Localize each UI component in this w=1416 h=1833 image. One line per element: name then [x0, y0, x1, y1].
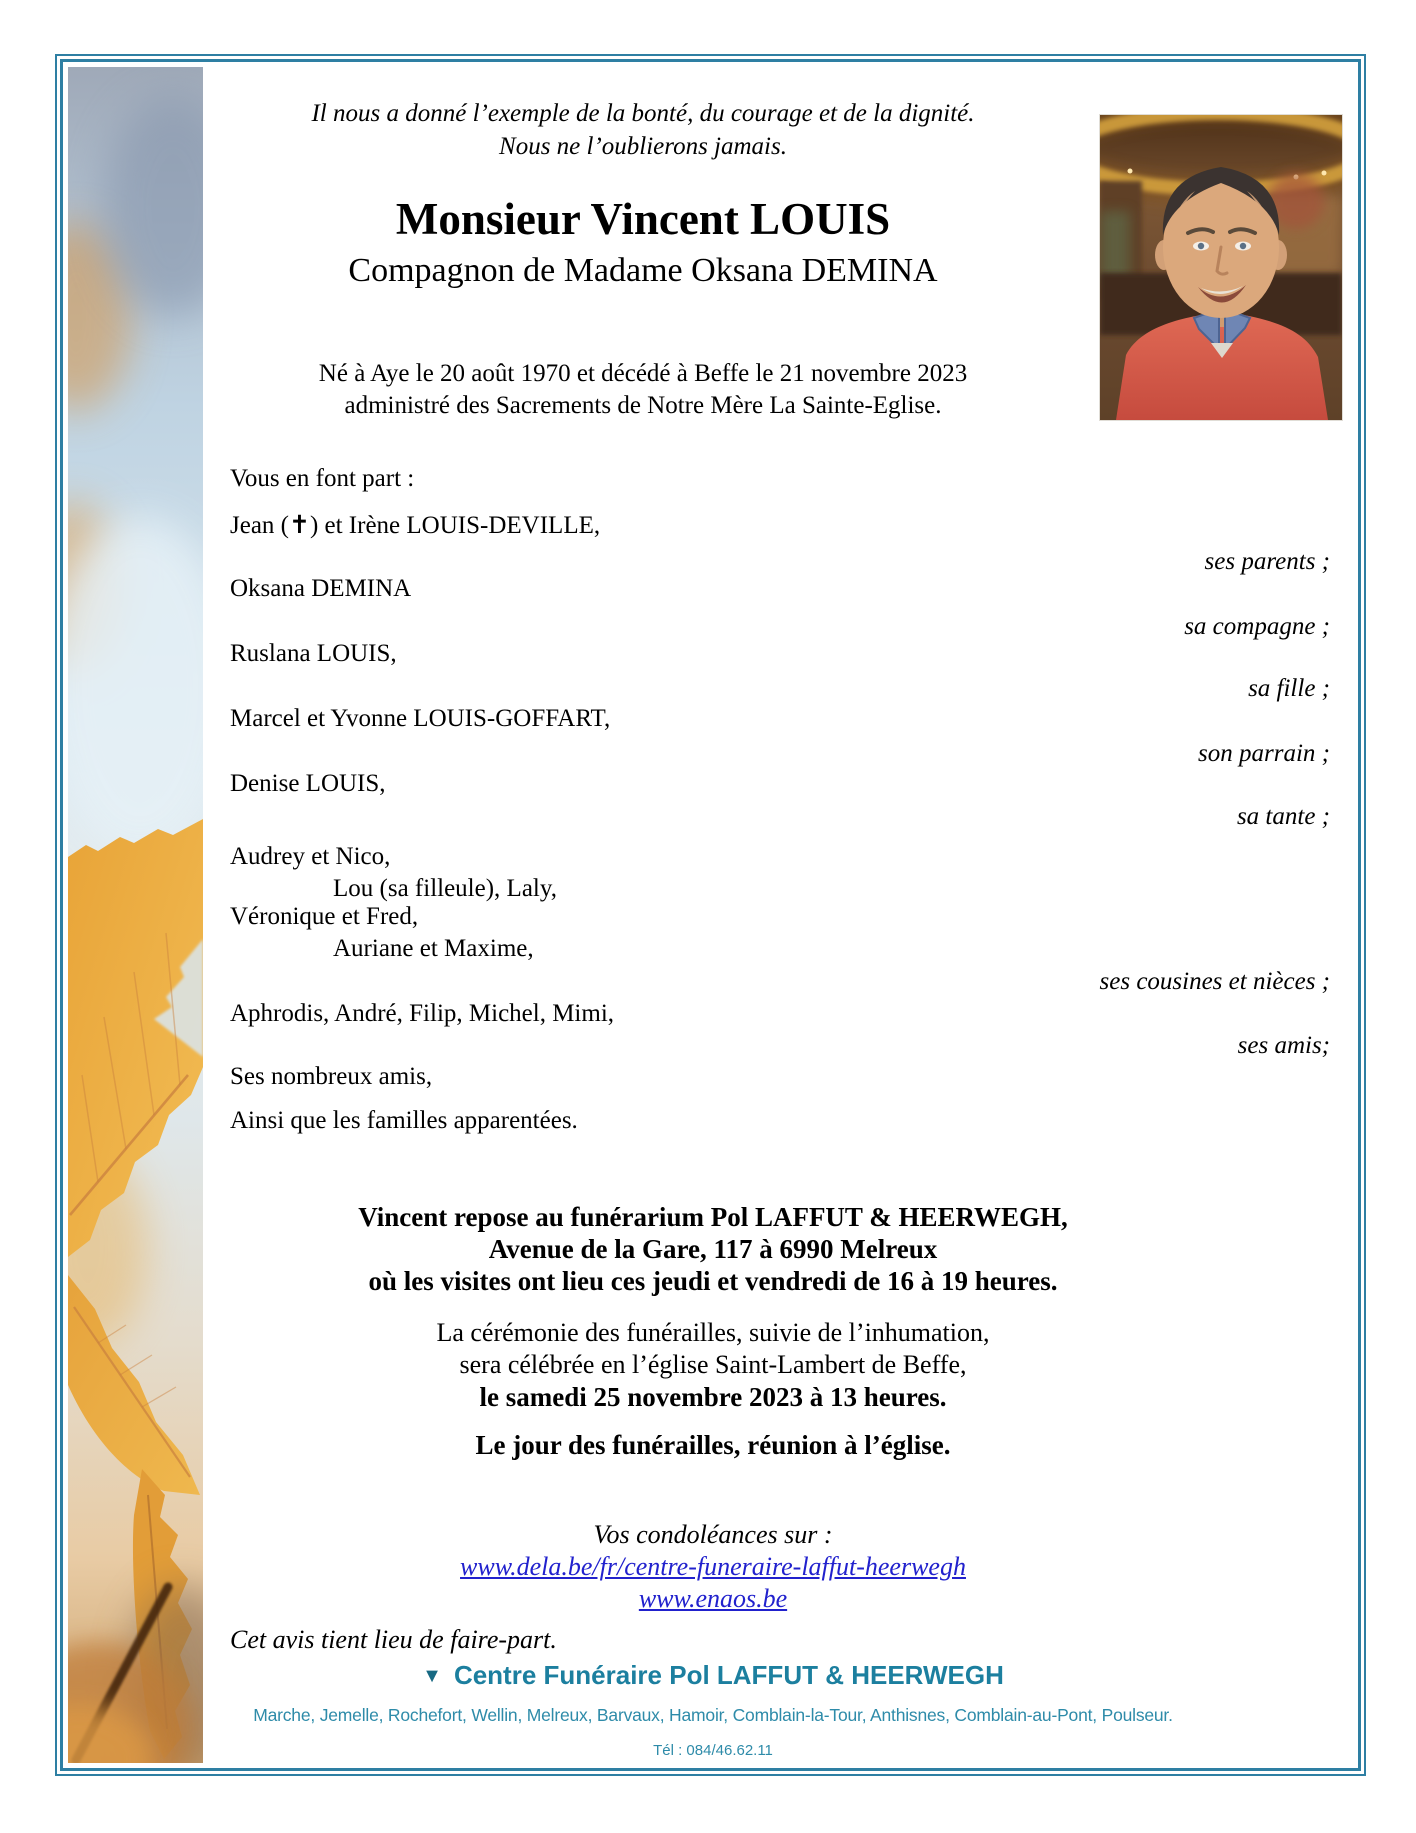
family-name-parrain: Marcel et Yvonne LOUIS-GOFFART, [230, 705, 611, 732]
condolences-label: Vos condoléances sur : [593, 1520, 833, 1549]
family-name-amis: Aphrodis, André, Filip, Michel, Mimi, [230, 1000, 615, 1027]
family-name-cousins-3: Véronique et Fred, [230, 903, 419, 930]
ceremony-line-2: sera célébrée en l’église Saint-Lambert de Beffe, [459, 1350, 967, 1379]
ceremony-date-line: le samedi 25 novembre 2023 à 13 heures. [479, 1382, 947, 1412]
family-name-tante: Denise LOUIS, [230, 770, 386, 797]
family-role-tante: sa tante ; [1236, 803, 1330, 830]
faire-part-notice: Cet avis tient lieu de faire-part. [230, 1625, 557, 1654]
announcement-intro: Vous en font part : [230, 465, 415, 492]
family-role-fille: sa fille ; [1248, 675, 1330, 702]
deceased-subtitle: Compagnon de Madame Oksana DEMINA [348, 252, 938, 289]
autumn-leaves-image [68, 67, 203, 1763]
family-name-fille: Ruslana LOUIS, [230, 640, 397, 667]
quote-line-2: Nous ne l’oublierons jamais. [499, 133, 787, 160]
funeral-home-cities: Marche, Jemelle, Rochefort, Wellin, Melreux, Barvaux, Hamoir, Comblain-la-Tour, Anthisnes, Comblain-au-Pont, Poulseur. [253, 1705, 1173, 1725]
family-role-amis: ses amis; [1237, 1032, 1330, 1059]
quote-line-1: Il nous a donné l’exemple de la bonté, du courage et de la dignité. [311, 100, 975, 127]
condolence-link-enaos-row [143, 1584, 1283, 1614]
condolence-link-dela[interactable]: www.dela.be/fr/centre-funeraire-laffut-heerwegh [460, 1552, 966, 1581]
sacrements-line: administré des Sacrements de Notre Mère La Sainte-Eglise. [344, 392, 942, 419]
funerarium-line-3: où les visites ont lieu ces jeudi et vendredi de 16 à 19 heures. [368, 1266, 1058, 1296]
ceremony-line-1: La cérémonie des funérailles, suivie de l’inhumation, [436, 1318, 990, 1347]
funeral-home-brand-label: Centre Funéraire Pol LAFFUT & HEERWEGH [453, 1660, 1004, 1690]
family-name-nombreux-amis: Ses nombreux amis, [230, 1063, 433, 1090]
family-name-cousins-4: Auriane et Maxime, [333, 935, 534, 962]
condolence-link-enaos[interactable]: www.enaos.be [638, 1584, 788, 1613]
family-role-compagne: sa compagne ; [1184, 613, 1330, 640]
condolence-link-dela-row [143, 1552, 1283, 1582]
family-role-cousines: ses cousines et nièces ; [1099, 968, 1330, 995]
triangle-down-icon: ▼ [422, 1665, 442, 1687]
birth-death-line: Né à Aye le 20 août 1970 et décédé à Beffe le 21 novembre 2023 [318, 360, 968, 387]
portrait-photo [1100, 115, 1342, 420]
family-role-parents: ses parents ; [1204, 548, 1330, 575]
family-name-cousins-1: Audrey et Nico, [230, 843, 391, 870]
family-name-familles: Ainsi que les familles apparentées. [230, 1107, 578, 1134]
deceased-name-title: Monsieur Vincent LOUIS [395, 194, 891, 244]
funeral-home-brand [143, 1660, 1283, 1691]
funerarium-line-2: Avenue de la Gare, 117 à 6990 Melreux [488, 1234, 938, 1264]
funeral-home-phone: Tél : 084/46.62.11 [653, 1742, 773, 1759]
funerarium-line-1: Vincent repose au funérarium Pol LAFFUT & HEERWEGH, [358, 1202, 1068, 1232]
family-name-compagne: Oksana DEMINA [230, 575, 412, 602]
family-role-parrain: son parrain ; [1198, 740, 1330, 767]
reunion-line: Le jour des funérailles, réunion à l’église. [475, 1430, 951, 1460]
family-name-cousins-2: Lou (sa filleule), Laly, [333, 875, 557, 902]
family-name-parents: Jean (✝) et Irène LOUIS-DEVILLE, [230, 512, 601, 539]
